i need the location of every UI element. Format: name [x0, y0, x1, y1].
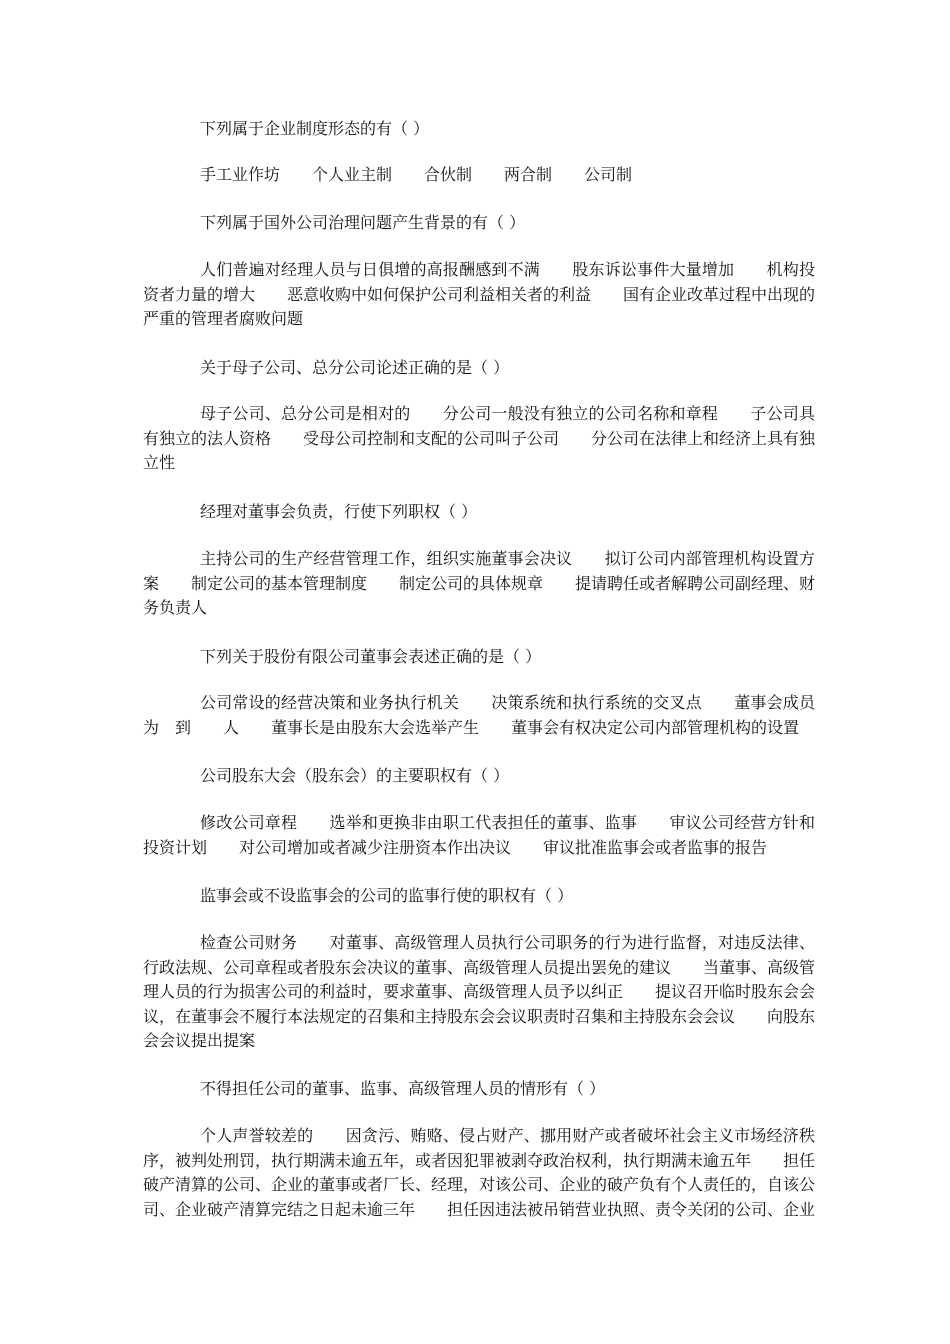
options-2: 人们普遍对经理人员与日俱增的高报酬感到不满 股东诉讼事件大量增加 机构投资者力量的增大 恶意收购中如何保护公司利益相关者的利益 国有企业改革过程中出现的严重的管理者腐败问题	[143, 260, 816, 328]
options-7: 检查公司财务 对董事、高级管理人员执行公司职务的行为进行监督，对违反法律、行政法规、公司章程或者股东会决议的董事、高级管理人员提出罢免的建议 当董事、高级管理人员的行为损害公司的利益时，要求董事、高级管理人员予以纠正 提议召开临时股东会会议，在董事会不履行本法规定的召集和主持股东会会议职责时召集和主持股东会会议 向股东会会议提出提案	[143, 933, 816, 1050]
question-8: 不得担任公司的董事、监事、高级管理人员的情形有（ ）	[200, 1079, 606, 1098]
question-4: 经理对董事会负责，行使下列职权（ ）	[200, 502, 478, 521]
question-5: 下列关于股份有限公司董事会表述正确的是（ ）	[200, 647, 542, 666]
question-1: 下列属于企业制度形态的有（ ）	[200, 119, 430, 138]
question-7: 监事会或不设监事会的公司的监事行使的职权有（ ）	[200, 886, 574, 905]
options-8: 个人声誉较差的 因贪污、贿赂、侵占财产、挪用财产或者破坏社会主义市场经济秩序，被判处刑罚，执行期满未逾五年，或者因犯罪被剥夺政治权利，执行期满未逾五年 担任破产清算的公司、企业的董事或者厂长、经理，对该公司、企业的破产负有个人责任的，自该公司、企业破产清算完结之日起未逾三年 担任因违法被吊销营业执照、责令关闭的公司、企业	[143, 1126, 816, 1219]
options-5: 公司常设的经营决策和业务执行机关 决策系统和执行系统的交叉点 董事会成员为 到 人 董事长是由股东大会选举产生 董事会有权决定公司内部管理机构的设置	[143, 693, 815, 737]
options-1: 手工业作坊 个人业主制 合伙制 两合制 公司制	[200, 165, 633, 184]
question-6: 公司股东大会（股东会）的主要职权有（ ）	[200, 766, 510, 785]
options-4: 主持公司的生产经营管理工作，组织实施董事会决议 拟订公司内部管理机构设置方案 制定公司的基本管理制度 制定公司的具体规章 提请聘任或者解聘公司副经理、财务负责人	[143, 549, 816, 617]
question-2: 下列属于国外公司治理问题产生背景的有（ ）	[200, 213, 526, 232]
question-3: 关于母子公司、总分公司论述正确的是（ ）	[200, 358, 510, 377]
options-6: 修改公司章程 选举和更换非由职工代表担任的董事、监事 审议公司经营方针和投资计划 对公司增加或者减少注册资本作出决议 审议批准监事会或者监事的报告	[143, 813, 815, 857]
options-3: 母子公司、总分公司是相对的 分公司一般没有独立的公司名称和章程 子公司具有独立的法人资格 受母公司控制和支配的公司叫子公司 分公司在法律上和经济上具有独立性	[143, 404, 816, 472]
